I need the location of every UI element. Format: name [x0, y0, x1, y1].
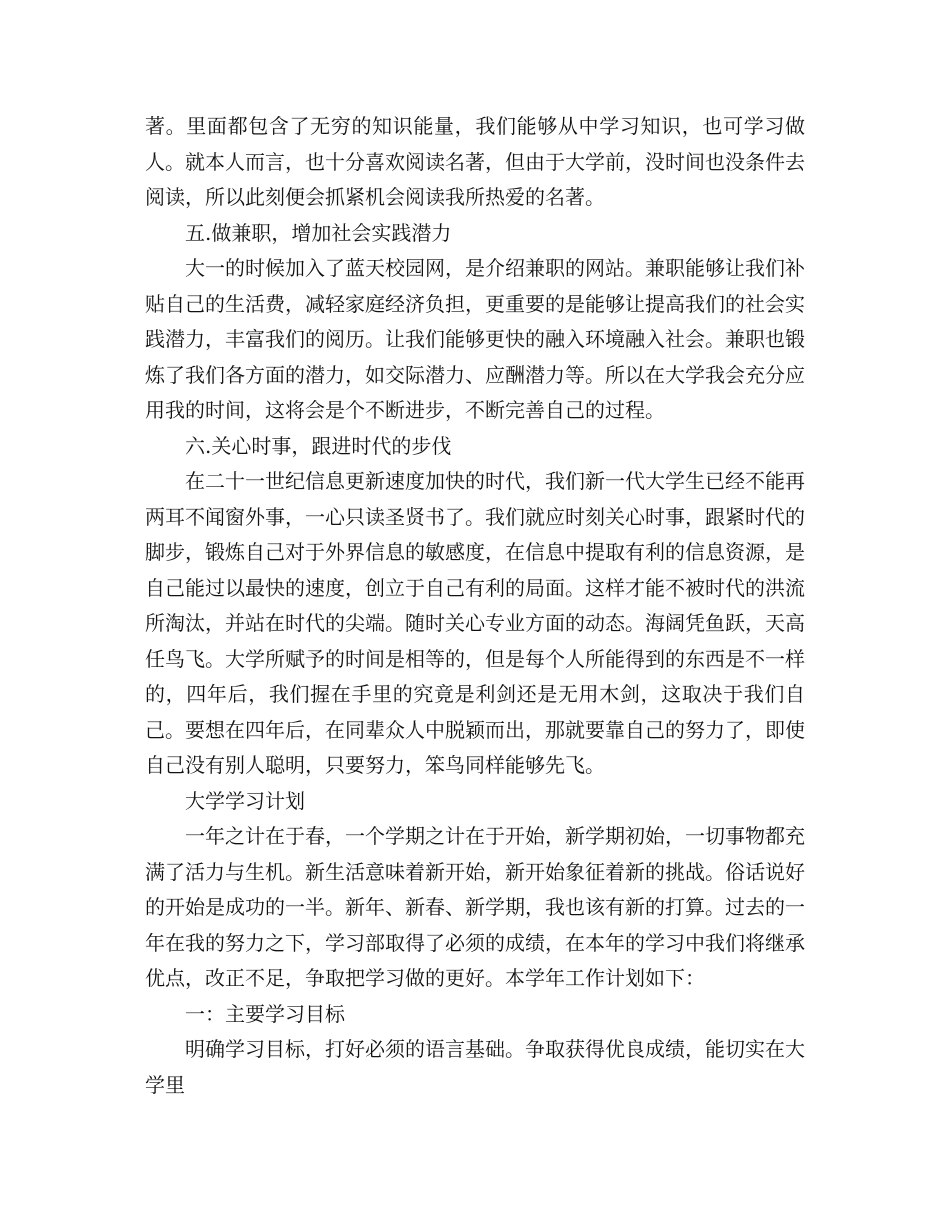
document-body: [145, 109, 805, 1103]
paragraph-study-plan-intro: 一年之计在于春，一个学期之计在于开始，新学期初始，一切事物都充满了活力与生机。新生活意味着新开始，新开始象征着新的挑战。俗话说好的开始是成功的一半。新年、新春、新学期，我也该有新的打算。过去的一年在我的努力之下，学习部取得了必须的成绩，在本年的学习中我们将继承优点，改正不足，争取把学习做的更好。本学年工作计划如下：: [145, 824, 805, 990]
paragraph-part-time-job: 大一的时候加入了蓝天校园网，是介绍兼职的网站。兼职能够让我们补贴自己的生活费，减轻家庭经济负担，更重要的是能够让提高我们的社会实践潜力，丰富我们的阅历。让我们能够更快的融入环境融入社会。兼职也锻炼了我们各方面的潜力，如交际潜力、应酬潜力等。所以在大学我会充分应用我的时间，这将会是个不断进步，不断完善自己的过程。: [145, 256, 805, 422]
heading-main-goals: 一：主要学习目标: [185, 1001, 345, 1026]
heading-study-plan: 大学学习计划: [185, 788, 305, 813]
heading-current-affairs: 六.关心时事，跟进时代的步伐: [185, 433, 452, 458]
paragraph-main-goals: 明确学习目标，打好必须的语言基础。争取获得优良成绩，能切实在大学里: [145, 1037, 805, 1097]
paragraph-current-affairs: 在二十一世纪信息更新速度加快的时代，我们新一代大学生已经不能再两耳不闻窗外事，一心只读圣贤书了。我们就应时刻关心时事，跟紧时代的脚步，锻炼自己对于外界信息的敏感度，在信息中提取有利的信息资源，是自己能过以最快的速度，创立于自己有利的局面。这样才能不被时代的洪流所淘汰，并站在时代的尖端。随时关心专业方面的动态。海阔凭鱼跃，天高任鸟飞。大学所赋予的时间是相等的，但是每个人所能得到的东西是不一样的，四年后，我们握在手里的究竟是利剑还是无用木剑，这取决于我们自己。要想在四年后，在同辈众人中脱颖而出，那就要靠自己的努力了，即使自己没有别人聪明，只要努力，笨鸟同样能够先飞。: [145, 469, 805, 777]
heading-part-time-job: 五.做兼职，增加社会实践潜力: [185, 220, 452, 245]
paragraph-reading-classics: 著。里面都包含了无穷的知识能量，我们能够从中学习知识，也可学习做人。就本人而言，也十分喜欢阅读名著，但由于大学前，没时间也没条件去阅读，所以此刻便会抓紧机会阅读我所热爱的名著。: [145, 114, 805, 209]
